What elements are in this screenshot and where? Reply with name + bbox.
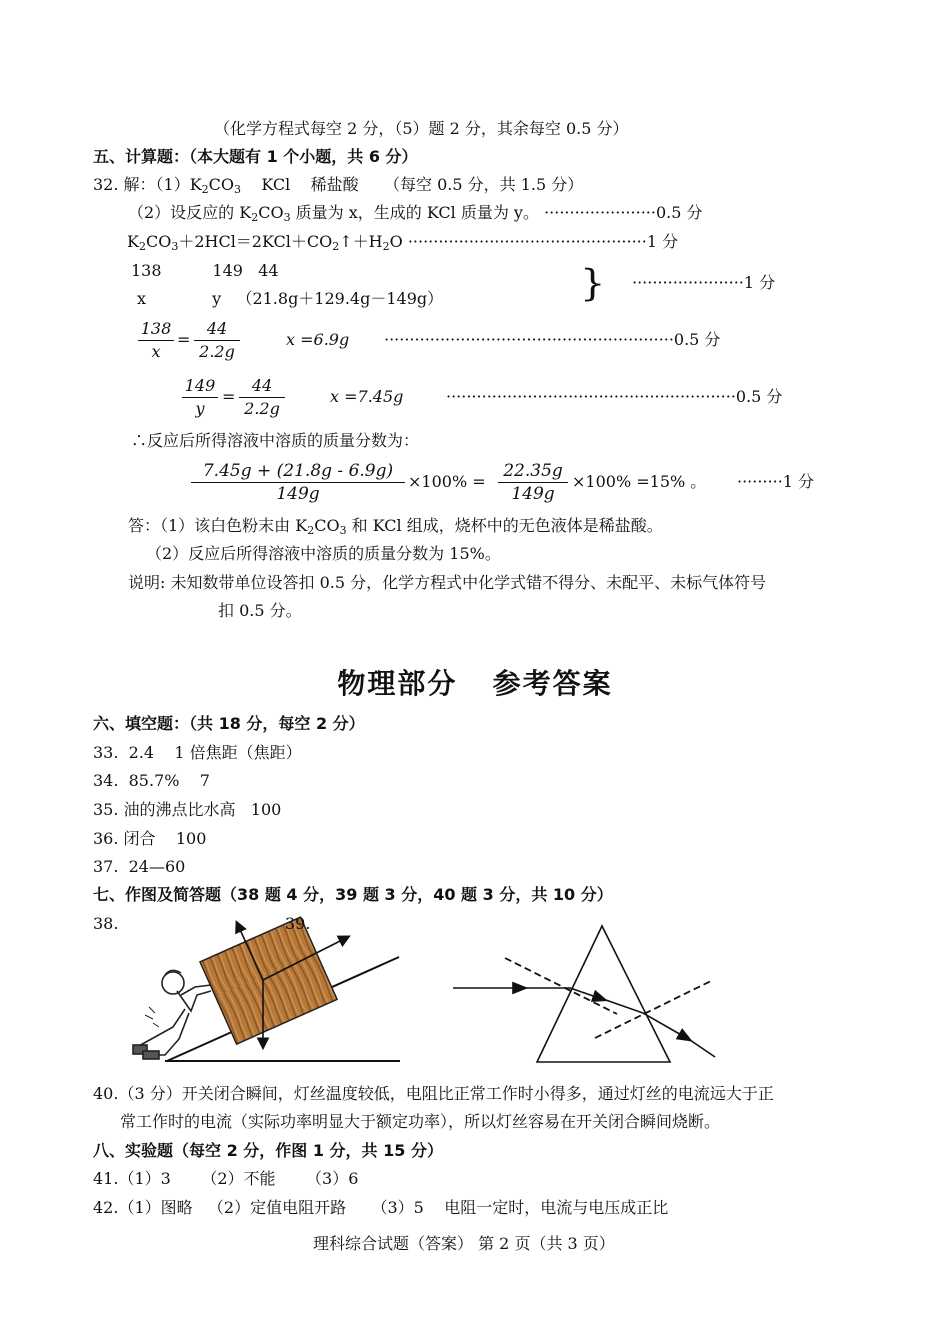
emergent-ray [690, 1040, 715, 1057]
note-line-2: 扣 0.5 分。 [218, 601, 302, 620]
q33-answer: 33. 2.4 1 倍焦距（焦距） [93, 743, 302, 762]
brace-score: ······················1 分 [632, 273, 776, 292]
note-line-1: 说明: 未知数带单位设答扣 0.5 分，化学方程式中化学式错不得分、未配平、未标气体符号 [128, 573, 767, 592]
chem-note-top: （化学方程式每空 2 分，（5）题 2 分，其余每空 0.5 分） [214, 119, 629, 138]
fraction-3-mid: ×100% = [408, 472, 486, 491]
physics-title: 物理部分 参考答案 [337, 667, 613, 700]
fraction-2-score: ·························································0.5 分 [446, 387, 783, 406]
q39-label: 39. [285, 914, 311, 933]
fraction-22.35g: $\frac{22.35g}{149g}$ [498, 460, 568, 505]
q38-label: 38. [93, 914, 119, 933]
mass-row-2: x y （21.8g＋129.4g－149g） [137, 289, 444, 308]
chemical-equation: $K_2CO_3+2HCl=2KCl+CO_2↑+H_2O \cdot\cdot\cdot\cdot\cdot\cdot\cdot\cdot\cdot\cdot\cdot\cdot\cdot\cdot\cdot\cdot\cdot\cdot\cdot\cdot\cdot\cdot\cdot\cdot\cdot\cdot\cdot\cdot\cdot\cdot\cdot\cdot\cdot\cdot\cdot\cdot\cdot\cdot\cdot\cdot\cdot\cdot\cdot\cdot\cdot\cdot\cdot 1$ 分 [127, 232, 679, 253]
q40-line-2: 常工作时的电流（实际功率明显大于额定功率），所以灯丝容易在开关闭合瞬间烧断。 [120, 1112, 721, 1131]
q42-answer: 42.（1）图略 （2）定值电阻开路 （3）5 电阻一定时，电流与电压成正比 [93, 1198, 669, 1217]
brace-icon: } [580, 263, 606, 305]
fraction-1-equals: = [177, 330, 191, 349]
fraction-3-score: ·········1 分 [737, 472, 815, 491]
q32-line-1: 32. 解：$(1)K_2CO_3$ KCl 稀盐酸 （每空 0.5 分，共 1.5 分） [93, 175, 584, 196]
fraction-3-end: ×100% =15% 。 [572, 472, 707, 491]
fraction-mass-sum: $\frac{7.45g + (21.8g - 6.9g)}{149g}$ [191, 460, 405, 505]
answer-2: （2）反应后所得溶液中溶质的质量分数为 15%。 [146, 544, 501, 563]
result-x-6.9g: x =6.9g [286, 330, 350, 349]
section-7-title: 七、作图及简答题（38 题 4 分，39 题 3 分，40 题 3 分，共 10 分） [93, 885, 613, 904]
page-footer: 理科综合试题（答案） 第 2 页（共 3 页） [313, 1234, 615, 1253]
section-5-title: 五、计算题：（本大题有 1 个小题，共 6 分） [93, 147, 418, 166]
result-x-7.45g: x =7.45g [330, 387, 404, 406]
incline-box-diagram [125, 915, 410, 1065]
fraction-149-y: $\frac{149}{y}$ [182, 375, 218, 420]
q32-line-2: （2）设反应的 $K_2CO_3$ 质量为 x，生成的 KCl 质量为 y。 ······················0.5 分 [128, 203, 703, 224]
q34-answer: 34. 85.7% 7 [93, 771, 210, 790]
q37-answer: 37. 24—60 [93, 857, 186, 876]
prism-refraction-diagram [445, 918, 730, 1068]
fraction-1-score: ·························································0.5 分 [384, 330, 721, 349]
prism-triangle [537, 926, 670, 1062]
fraction-44-2.2g: $\frac{44}{2.2g}$ [194, 318, 240, 363]
q36-answer: 36. 闭合 100 [93, 829, 207, 848]
q35-answer: 35. 油的沸点比水高 100 [93, 800, 282, 819]
normal-line-1 [505, 958, 617, 1014]
emergent-ray-arrow [643, 1013, 690, 1040]
fraction-2-equals: = [222, 387, 236, 406]
q41-answer: 41.（1）3 （2）不能 （3）6 [93, 1169, 359, 1188]
fraction-44-2.2g-second: $\frac{44}{2.2g}$ [239, 375, 285, 420]
section-8-title: 八、实验题（每空 2 分，作图 1 分，共 15 分） [93, 1141, 443, 1160]
therefore-line: ∴反应后所得溶液中溶质的质量分数为： [131, 431, 420, 450]
mass-row-1: 138 149 44 [131, 261, 279, 280]
wooden-box [200, 917, 337, 1044]
section-6-title: 六、填空题：（共 18 分，每空 2 分） [93, 714, 365, 733]
q40-line-1: 40.（3 分）开关闭合瞬间，灯丝温度较低，电阻比正常工作时小得多，通过灯丝的电流远大于正 [93, 1084, 774, 1103]
fraction-138-x: $\frac{138}{x}$ [138, 318, 174, 363]
answer-1: 答：（1）该白色粉末由 $K_2CO_3$ 和 KCl 组成，烧杯中的无色液体是稀盐酸。 [128, 516, 663, 537]
